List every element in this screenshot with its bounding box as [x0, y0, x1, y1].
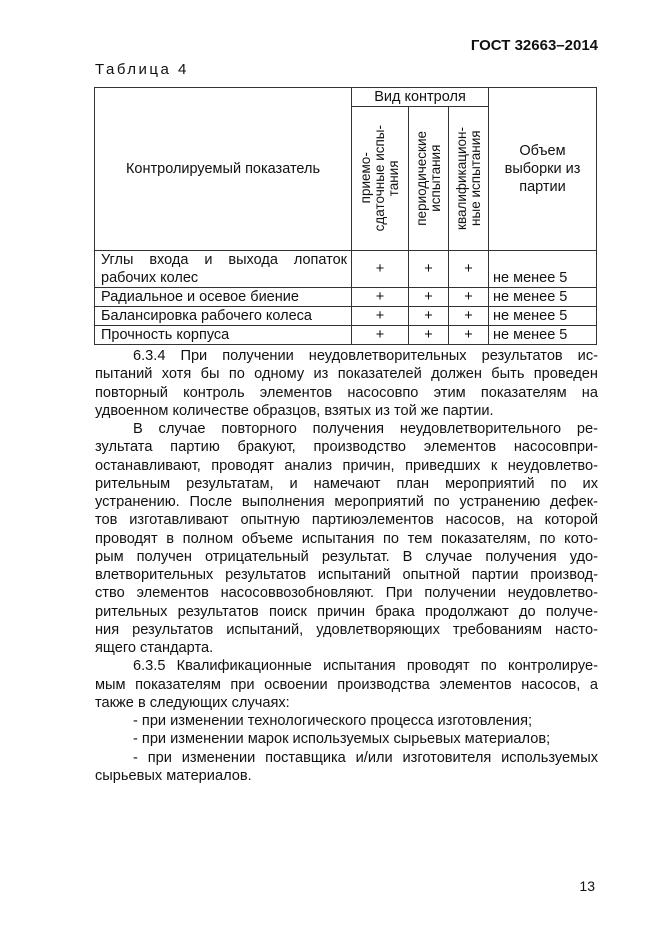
col-header-volume-text: Объем выборки из партии — [504, 143, 581, 195]
page-number: 13 — [579, 878, 595, 894]
col-header-volume — [489, 88, 597, 251]
cell-periodic: + — [409, 326, 449, 345]
col-header-qualification — [449, 107, 489, 251]
table-row — [95, 288, 597, 307]
text-line: останавливают, проводят анализ причин, приведших к неудовлетво- — [95, 457, 598, 474]
col-header-acceptance — [352, 107, 409, 251]
cell-periodic: + — [409, 307, 449, 326]
list-item-continuation: сырьевых материалов. — [95, 767, 252, 784]
col-header-qualification-text: квалификацион- ные испытания — [453, 127, 483, 230]
text-line: проводят в полном объеме испытания по тем показателям, по кото- — [95, 530, 598, 547]
table-row — [95, 307, 597, 326]
cell-qualification: + — [449, 288, 489, 307]
table-row — [95, 326, 597, 345]
text-line: ство элементов насосоввозобновляют. При получении неудовлетво- — [95, 585, 598, 602]
body-text — [95, 347, 598, 785]
text-line: ния результатов испытаний, удовлетворяющих требованиям насто- — [95, 621, 598, 638]
table-row — [95, 251, 597, 288]
row-indicator: Радиальное и осевое биение — [95, 288, 352, 307]
row-indicator — [95, 251, 352, 288]
col-header-periodic-text: периодические испытания — [413, 131, 443, 226]
cell-qualification: + — [449, 307, 489, 326]
text-line: рительных результатов поиск причин брака продолжают до получе- — [95, 603, 598, 620]
cell-acceptance: + — [352, 307, 409, 326]
text-line: удвоенном количестве образцов, взятых из той же партии. — [95, 402, 494, 419]
text-line: зультата партию бракуют, производство элементов насосовпри- — [95, 439, 598, 456]
text-line: также в следующих случаях: — [95, 694, 290, 711]
paragraph-6-3-5 — [95, 657, 598, 712]
col-header-indicator: Контролируемый показатель — [95, 88, 352, 251]
col-header-acceptance-text: приемо- сдаточные испы- тания — [358, 125, 401, 232]
list-item: - при изменении технологического процесса изготовления; — [133, 713, 533, 729]
cell-qualification: + — [449, 251, 489, 288]
row-indicator-line: Углы входа и выхода лопаток — [101, 252, 347, 268]
row-indicator: Прочность корпуса — [95, 326, 352, 345]
cell-acceptance: + — [352, 251, 409, 288]
row-indicator: Балансировка рабочего колеса — [95, 307, 352, 326]
qualification-cases-list — [95, 712, 598, 785]
text-line: мым показателям при освоении производства элементов насосов, а — [95, 676, 598, 693]
list-item: - при изменении марок используемых сырьевых материалов; — [133, 731, 551, 748]
cell-volume: не менее 5 — [489, 251, 597, 288]
text-line: повторный контроль элементов насосовпо этим показателям на — [95, 384, 598, 401]
cell-volume: не менее 5 — [489, 307, 597, 326]
text-line: В случае повторного получения неудовлетворительного ре- — [133, 421, 598, 437]
control-table — [94, 87, 597, 345]
text-line: пытаний хотя бы по одному из показателей должен быть проведен — [95, 366, 598, 383]
cell-acceptance: + — [352, 326, 409, 345]
list-item: - при изменении поставщика и/или изготовителя используемых — [133, 749, 598, 766]
paragraph-6-3-4 — [95, 347, 598, 420]
table-header-row — [95, 88, 597, 107]
cell-volume: не менее 5 — [489, 326, 597, 345]
cell-periodic: + — [409, 288, 449, 307]
text-line: рительным результатам, и намечают план мероприятий по их — [95, 475, 598, 492]
cell-acceptance: + — [352, 288, 409, 307]
text-line: ящего стандарта. — [95, 640, 214, 656]
paragraph-repeat-failure — [95, 420, 598, 657]
text-line: 6.3.5 Квалификационные испытания проводят по контролируе- — [133, 658, 598, 675]
cell-periodic: + — [409, 251, 449, 288]
cell-qualification: + — [449, 326, 489, 345]
cell-volume: не менее 5 — [489, 288, 597, 307]
table-caption: Таблица 4 — [95, 61, 189, 78]
col-header-control-type: Вид контроля — [352, 88, 489, 107]
text-line: 6.3.4 При получении неудовлетворительных результатов ис- — [133, 348, 598, 364]
row-indicator-line: рабочих колес — [101, 270, 199, 286]
text-line: устранению. После выполнения мероприятий по устранению дефек- — [95, 494, 598, 510]
col-header-periodic — [409, 107, 449, 251]
text-line: влетворительных результатов испытаний опытной партии производ- — [95, 567, 598, 583]
document-code: ГОСТ 32663–2014 — [470, 37, 598, 54]
text-line: тов изготавливают опытную партиюэлементов насосов, на которой — [95, 512, 598, 529]
text-line: рым получен отрицательный результат. В случае получения удо- — [95, 548, 598, 565]
